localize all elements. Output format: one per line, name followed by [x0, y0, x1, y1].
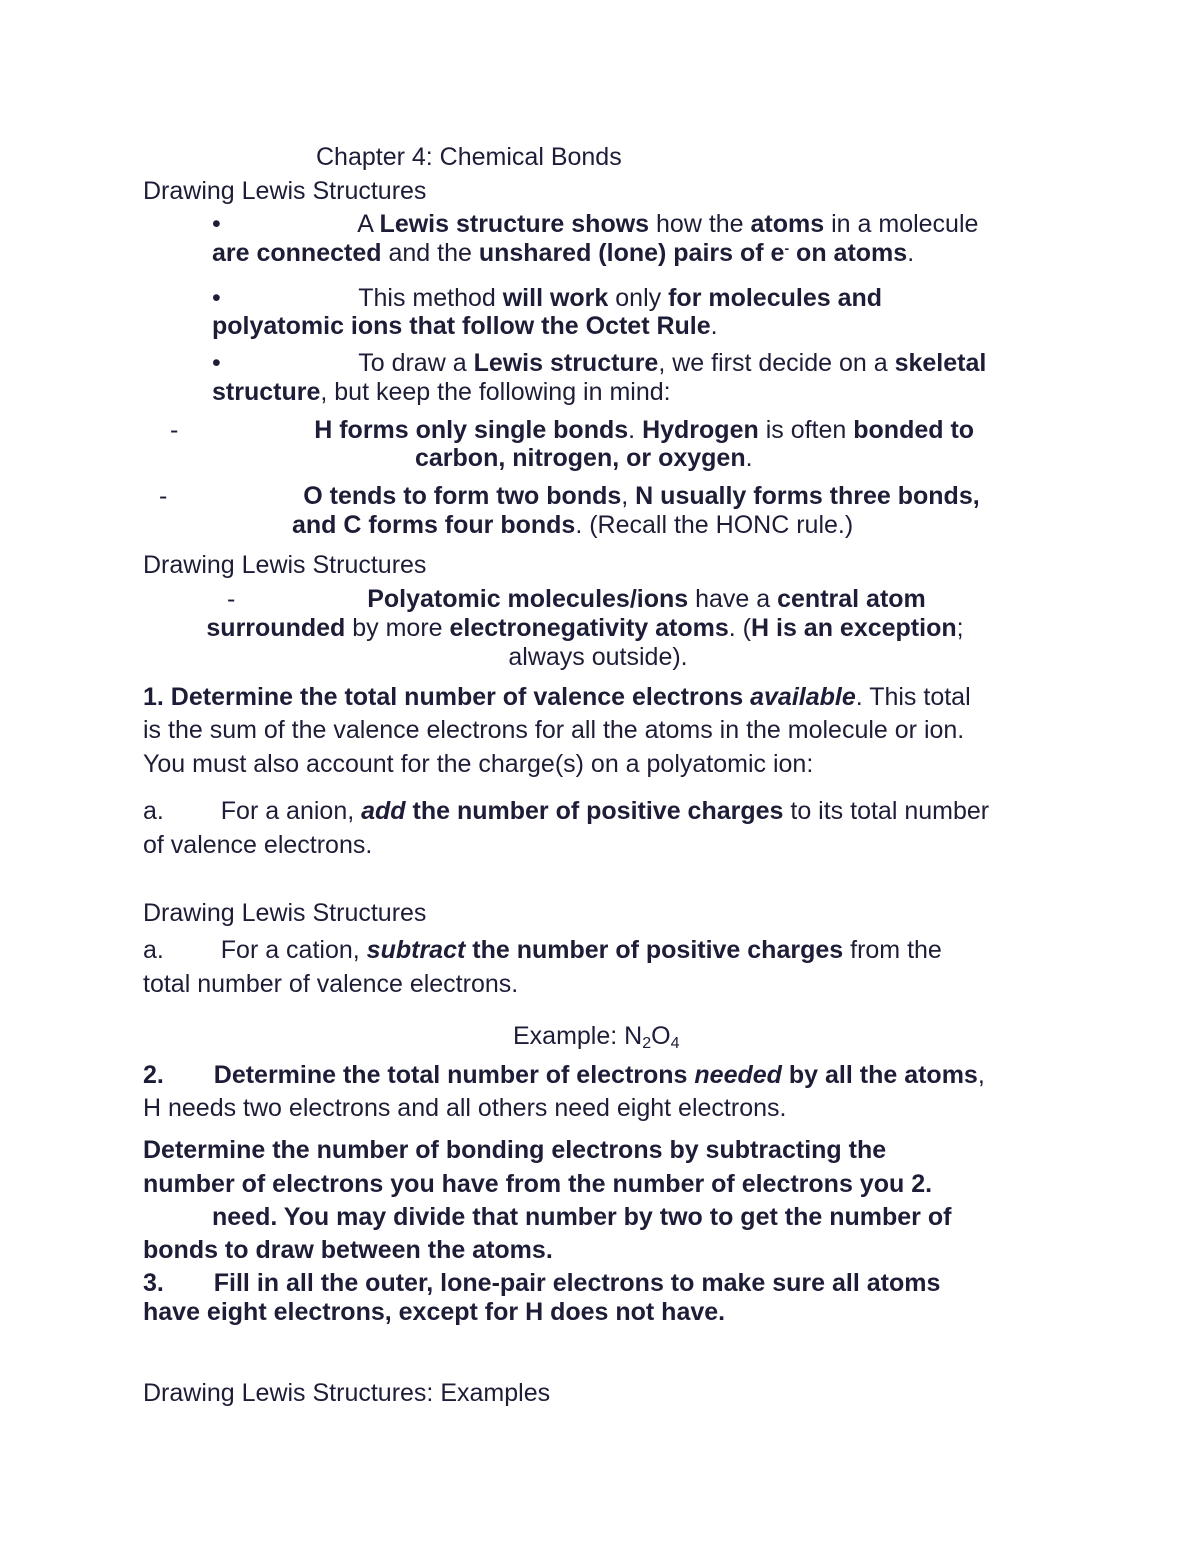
- text-run: ,: [621, 482, 636, 510]
- example-formula: [513, 1021, 679, 1051]
- text-run: H forms only single bonds: [314, 416, 629, 444]
- dash-item-1-line-2: [415, 443, 753, 473]
- text-run: , but keep the following in mind:: [320, 378, 671, 406]
- text-run: by all the atoms: [781, 1061, 978, 1089]
- text-run: add: [361, 797, 406, 825]
- text-run: skeletal: [894, 349, 987, 377]
- text-run: . This total: [855, 683, 971, 711]
- list-label: a.: [143, 936, 164, 964]
- text-run: in a molecule: [824, 210, 979, 238]
- cation-rule-line-2: total number of valence electrons.: [143, 970, 519, 998]
- text-run: atoms: [750, 210, 825, 238]
- text-run: and C forms four bonds: [292, 511, 576, 539]
- superscript: -: [784, 240, 790, 256]
- bullet-marker: •: [212, 349, 221, 377]
- text-run: Polyatomic molecules/ions: [367, 585, 689, 613]
- text-run: electronegativity atoms: [449, 614, 729, 642]
- bullet-1-line-2: [212, 238, 914, 268]
- text-run: how the: [649, 210, 751, 238]
- step-1-line-3: You must also account for the charge(s) on a polyatomic ion:: [143, 750, 814, 778]
- text-run: always outside).: [508, 643, 688, 671]
- bonding-line-3: need. You may divide that number by two to get the number of: [212, 1203, 952, 1231]
- text-run: A: [357, 210, 380, 238]
- step-1-line-2: is the sum of the valence electrons for all the atoms in the molecule or ion.: [143, 716, 965, 744]
- cation-rule-line-1: [143, 935, 942, 965]
- step-1-line-1: [143, 682, 971, 712]
- bullet-2-line-1: [212, 283, 882, 313]
- dash-item-3-line-3: [0, 642, 1198, 672]
- anion-rule-line-1: [143, 796, 989, 826]
- dash-item-2-line-2: [292, 510, 853, 540]
- section-heading: Drawing Lewis Structures: [143, 551, 427, 579]
- bullet-2-line-2: [212, 311, 718, 341]
- list-label: a.: [143, 797, 164, 825]
- text-run: the number of positive charges: [405, 797, 784, 825]
- text-run: O tends to form two bonds: [303, 482, 622, 510]
- step-3-line-2: have eight electrons, except for H does not have.: [143, 1298, 726, 1326]
- text-run: subtract: [366, 936, 466, 964]
- text-run: To draw a: [358, 349, 474, 377]
- text-run: O: [651, 1022, 671, 1050]
- dash-item-2-line-1: [159, 481, 980, 511]
- chapter-title: Chapter 4: Chemical Bonds: [316, 143, 622, 171]
- step-2-line-1: [143, 1060, 985, 1090]
- text-run: the number of positive charges: [465, 936, 844, 964]
- text-run: .: [628, 416, 643, 444]
- bonding-line-1: Determine the number of bonding electrons by subtracting the: [143, 1136, 887, 1164]
- list-label: 3.: [143, 1269, 164, 1297]
- text-run: H is an exception: [751, 614, 957, 642]
- dash-item-3-line-2: [0, 613, 1185, 643]
- text-run: Fill in all the outer, lone-pair electrons to make sure all atoms: [213, 1269, 941, 1297]
- text-run: 1. Determine the total number of valence electrons: [143, 683, 751, 711]
- text-run: structure: [212, 378, 321, 406]
- step-3-line-1: [143, 1268, 940, 1298]
- text-run: Example: N: [513, 1022, 643, 1050]
- text-run: .: [710, 312, 718, 340]
- text-run: central atom: [777, 585, 926, 613]
- dash-item-3-line-1: [227, 584, 926, 614]
- text-run: . (Recall the HONC rule.): [575, 511, 854, 539]
- text-run: have a: [688, 585, 778, 613]
- text-run: polyatomic ions that follow the Octet Rule: [212, 312, 711, 340]
- text-run: on atoms: [789, 239, 908, 267]
- text-run: ,: [977, 1061, 985, 1089]
- text-run: available: [750, 683, 856, 711]
- text-run: , we first decide on a: [658, 349, 895, 377]
- text-run: .: [745, 444, 753, 472]
- dash-marker: -: [227, 585, 236, 613]
- bonding-line-4: bonds to draw between the atoms.: [143, 1236, 553, 1264]
- text-run: for molecules and: [668, 284, 883, 312]
- section-heading: Drawing Lewis Structures: [143, 899, 427, 927]
- step-2-line-2: H needs two electrons and all others need eight electrons.: [143, 1094, 787, 1122]
- text-run: from the: [843, 936, 942, 964]
- text-run: carbon, nitrogen, or oxygen: [415, 444, 746, 472]
- text-run: Lewis structure shows: [379, 210, 650, 238]
- text-run: only: [608, 284, 669, 312]
- dash-marker: -: [159, 482, 168, 510]
- text-run: surrounded: [206, 614, 346, 642]
- dash-marker: -: [170, 416, 179, 444]
- text-run: and the: [381, 239, 479, 267]
- bullet-1-line-1: [212, 209, 978, 239]
- bullet-marker: •: [212, 284, 221, 312]
- text-run: by more: [345, 614, 450, 642]
- text-run: For a cation,: [220, 936, 367, 964]
- bullet-3-line-2: [212, 377, 671, 407]
- dash-item-1-line-1: [170, 415, 974, 445]
- text-run: .: [907, 239, 915, 267]
- text-run: Hydrogen: [642, 416, 759, 444]
- anion-rule-line-2: of valence electrons.: [143, 831, 373, 859]
- text-run: needed: [694, 1061, 782, 1089]
- section-heading: Drawing Lewis Structures: Examples: [143, 1379, 551, 1407]
- text-run: This method: [358, 284, 503, 312]
- text-run: N usually forms three bonds,: [635, 482, 980, 510]
- list-label: 2.: [143, 1061, 164, 1089]
- bullet-3-line-1: [212, 348, 986, 378]
- text-run: Lewis structure: [473, 349, 659, 377]
- bonding-line-2: number of electrons you have from the number of electrons you 2.: [143, 1170, 933, 1198]
- bullet-marker: •: [212, 210, 221, 238]
- text-run: unshared (lone) pairs of e: [478, 239, 785, 267]
- text-run: ;: [956, 614, 964, 642]
- text-run: . (: [728, 614, 751, 642]
- section-heading: Drawing Lewis Structures: [143, 177, 427, 205]
- subscript: 4: [670, 1035, 680, 1052]
- text-run: to its total number: [783, 797, 990, 825]
- subscript: 2: [642, 1035, 652, 1052]
- text-run: bonded to: [853, 416, 975, 444]
- text-run: is often: [758, 416, 854, 444]
- text-run: are connected: [212, 239, 382, 267]
- text-run: will work: [502, 284, 609, 312]
- text-run: Determine the total number of electrons: [213, 1061, 695, 1089]
- text-run: For a anion,: [220, 797, 362, 825]
